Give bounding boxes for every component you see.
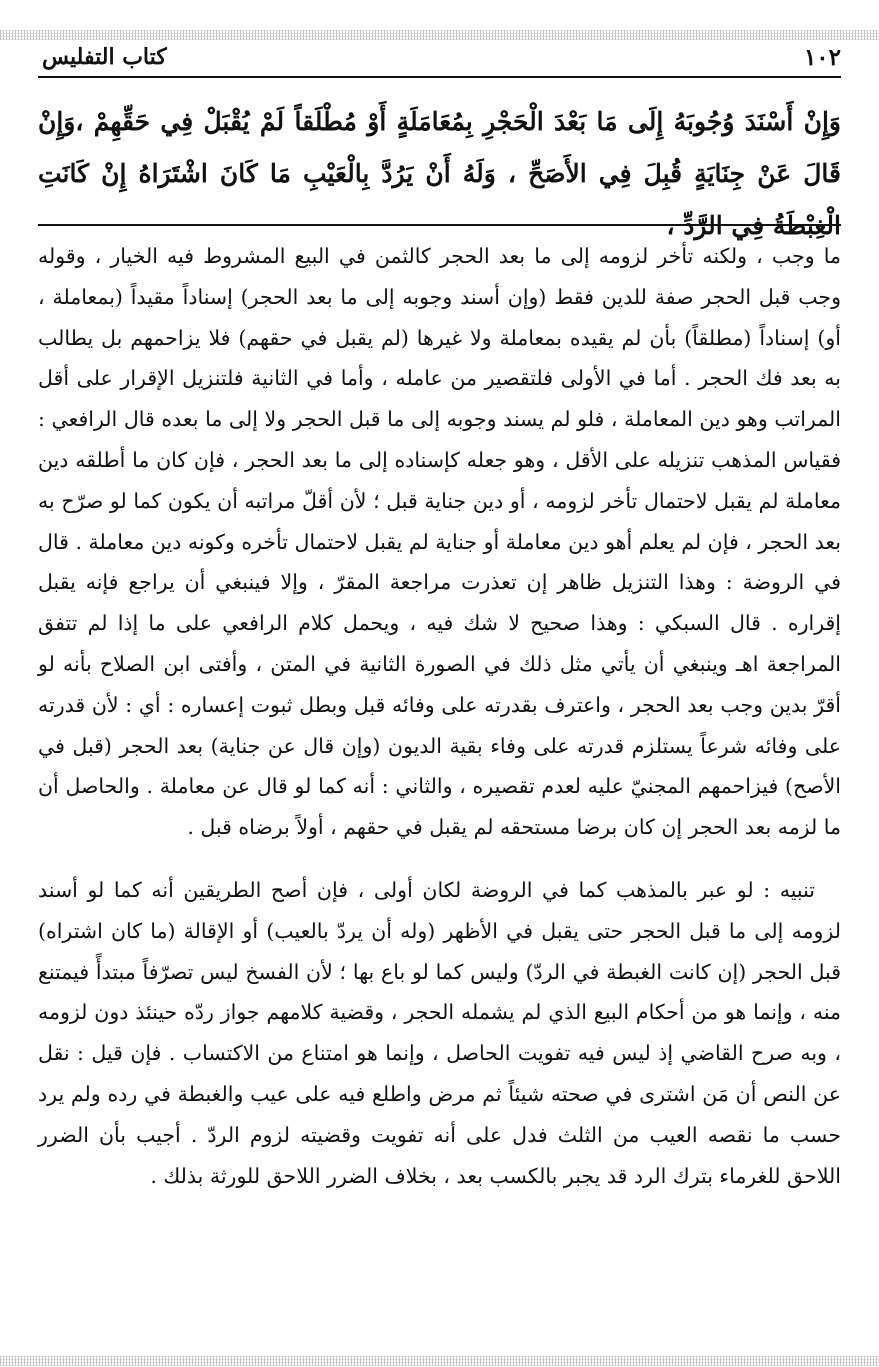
page-number: ١٠٢	[803, 44, 841, 71]
page-header	[38, 44, 841, 78]
matn-text: وَإِنْ أَسْنَدَ وُجُوبَهُ إِلَى مَا بَعْدَ الْحَجْرِ بِمُعَامَلَةٍ أَوْ مُطْلَقاً لَمْ يُقْبَلْ فِي حَقِّهِمْ ،وَإِنْ قَالَ عَنْ جِنَايَةٍ قُبِلَ فِي الأَصَحِّ ، وَلَهُ أَنْ يَرُدَّ بِالْعَيْبِ مَا كَانَ اشْتَرَاهُ إِنْ كَانَتِ الْغِبْطَةُ فِي الرَّدِّ ،	[38, 107, 841, 240]
page-top-ornament	[0, 30, 879, 40]
sharh-paragraph-2-tanbih: تنبيه : لو عبر بالمذهب كما في الروضة لكان أولى ، فإن أصح الطريقين أنه كما لو أسند لزومه إلى ما قبل الحجر حتى يقبل في الأظهر (وله أن يردّ بالعيب) أو الإقالة (ما كان اشتراه) قبل الحجر (إن كانت الغبطة في الردّ) وليس كما لو باع بها ؛ لأن الفسخ ليس تصرّفاً مبتدأً فيمتنع منه ، وإنما هو من أحكام البيع الذي لم يشمله الحجر ، وقضية كلامهم جواز ردّه حينئذ دون لزومه ، وبه صرح القاضي إذ ليس فيه تفويت الحاصل ، وإنما هو امتناع من الاكتساب . فإن قيل : نقل عن النص أن مَن اشترى في صحته شيئاً ثم مرض واطلع فيه على عيب والغبطة في رده ولم يرد حسب ما نقصه العيب من الثلث فدل على أنه تفويت وقضيته لزوم الردّ . أجيب بأن الضرر اللاحق للغرماء بترك الرد قد يجبر بالكسب بعد ، بخلاف الضرر اللاحق للورثة بذلك .	[38, 877, 841, 1188]
matn-sharh-separator	[38, 224, 841, 226]
sharh-paragraph-1: ما وجب ، ولكنه تأخر لزومه إلى ما بعد الحجر كالثمن في البيع المشروط فيه الخيار ، وقوله وجب قبل الحجر صفة للدين فقط (وإن أسند وجوبه إلى ما بعد الحجر) إسناداً مقيداً (بمعاملة ، أو) إسناداً (مطلقاً) بأن لم يقيده بمعاملة ولا غيرها (لم يقبل في حقهم) فلا يزاحمهم بل يطالب به بعد فك الحجر . أما في الأولى فلتقصير من عامله ، وأما في الثانية فلتنزيل الإقرار على أقل المراتب وهو دين المعاملة ، فلو لم يسند وجوبه إلى ما قبل الحجر ولا إلى ما بعده قال الرافعي : فقياس المذهب تنزيله على الأقل ، وهو جعله كإسناده إلى ما بعد الحجر ، فإن كان ما أطلقه دين معاملة لم يقبل لاحتمال تأخر لزومه ، أو دين جناية قبل ؛ لأن أقلّ مراتبه أن يكون كما لو صرّح به بعد الحجر ، فإن لم يعلم أهو دين معاملة أو جناية لم يقبل لاحتمال تأخره وكونه دين معاملة . قال في الروضة : وهذا التنزيل ظاهر إن تعذرت مراجعة المقرّ ، وإلا فينبغي أن يراجع فإنه يقبل إقراره . قال السبكي : وهذا صحيح لا شك فيه ، ويحمل كلام الرافعي على ما إذا لم تتفق المراجعة اهـ وينبغي أن يأتي مثل ذلك في الصورة الثانية في المتن ، وأفتى ابن الصلاح بأنه لو أقرّ بدين وجب بعد الحجر ، واعترف بقدرته على وفائه قبل وبطل ثبوت إعساره : أي : لأن قدرته على وفائه شرعاً يستلزم قدرته على وفاء بقية الديون (وإن قال عن جناية) بعد الحجر (قبل في الأصح) فيزاحمهم المجنيّ عليه لعدم تقصيره ، والثاني : أنه كما لو قال عن معاملة . والحاصل أن ما لزمه بعد الحجر إن كان برضا مستحقه لم يقبل في حقهم ، أولاً برضاه قبل .	[38, 244, 841, 840]
page-bottom-ornament	[0, 1356, 879, 1366]
sharh-commentary	[38, 236, 841, 1196]
book-title: كتاب التفليس	[42, 44, 167, 70]
